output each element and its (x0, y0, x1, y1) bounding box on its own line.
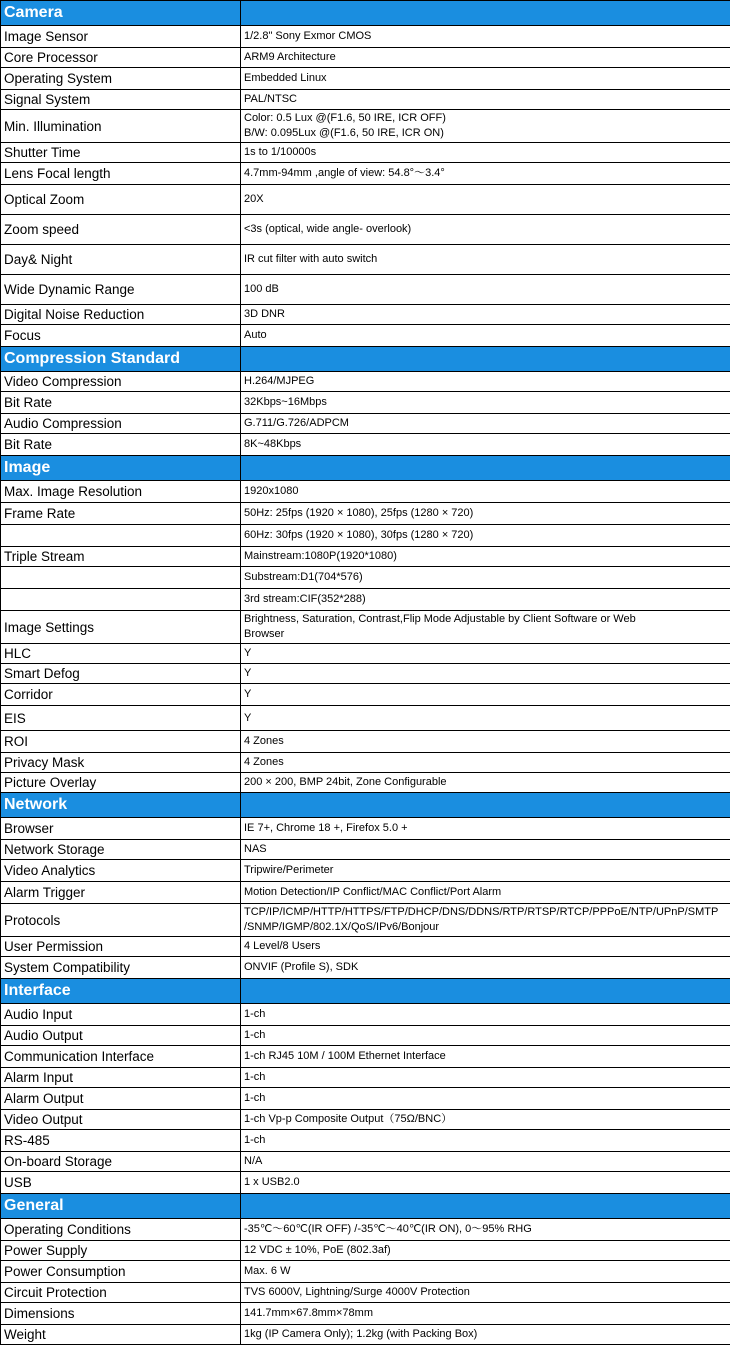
spec-label: Triple Stream (1, 547, 241, 567)
spec-value: 200 × 200, BMP 24bit, Zone Configurable (241, 773, 730, 793)
row-circuit-protection (1, 1283, 730, 1303)
row-audio-bit-rate (1, 434, 730, 456)
spec-value: 1s to 1/10000s (241, 143, 730, 163)
row-wdr (1, 275, 730, 305)
spec-label: Bit Rate (1, 392, 241, 414)
spec-label: Video Compression (1, 372, 241, 392)
row-frame-rate (1, 503, 730, 525)
spec-value: <3s (optical, wide angle- overlook) (241, 215, 730, 245)
spec-label: Zoom speed (1, 215, 241, 245)
value-line: Color: 0.5 Lux @(F1.6, 50 IRE, ICR OFF) (244, 112, 446, 124)
spec-value: Embedded Linux (241, 68, 730, 90)
spec-label: Protocols (1, 904, 241, 937)
spec-value: Y (241, 644, 730, 664)
spec-label: Bit Rate (1, 434, 241, 456)
row-video-compression (1, 372, 730, 392)
spec-value: 1-ch (241, 1004, 730, 1026)
spec-label: Weight (1, 1325, 241, 1345)
spec-value: 1 x USB2.0 (241, 1172, 730, 1194)
row-privacy-mask (1, 753, 730, 773)
section-title: Image (1, 456, 241, 481)
row-audio-input (1, 1004, 730, 1026)
spec-label: EIS (1, 706, 241, 731)
spec-value: Mainstream:1080P(1920*1080) (241, 547, 730, 567)
row-alarm-input (1, 1068, 730, 1088)
spec-label: User Permission (1, 937, 241, 957)
value-line: TCP/IP/ICMP/HTTP/HTTPS/FTP/DHCP/DNS/DDNS/RTP/RTSP/RTCP/PPPoE/NTP/UPnP/SMTP (244, 906, 719, 918)
row-hlc (1, 644, 730, 664)
spec-value: Motion Detection/IP Conflict/MAC Conflict/Port Alarm (241, 882, 730, 904)
row-audio-output (1, 1026, 730, 1046)
spec-value: IR cut filter with auto switch (241, 245, 730, 275)
section-image (1, 456, 730, 481)
row-usb (1, 1172, 730, 1194)
row-triple-stream-sub (1, 567, 730, 589)
row-protocols (1, 904, 730, 937)
row-eis (1, 706, 730, 731)
spec-value: IE 7+, Chrome 18 +, Firefox 5.0 + (241, 818, 730, 840)
spec-value: 1-ch RJ45 10M / 100M Ethernet Interface (241, 1046, 730, 1068)
spec-label: Shutter Time (1, 143, 241, 163)
spec-value: 1-ch (241, 1068, 730, 1088)
row-roi (1, 731, 730, 753)
row-weight (1, 1325, 730, 1345)
section-interface (1, 979, 730, 1004)
row-browser (1, 818, 730, 840)
row-image-sensor (1, 26, 730, 48)
row-signal-system (1, 90, 730, 110)
spec-label: Focus (1, 325, 241, 347)
row-video-analytics (1, 860, 730, 882)
row-power-supply (1, 1241, 730, 1261)
spec-value: Y (241, 664, 730, 684)
spec-value: 32Kbps~16Mbps (241, 392, 730, 414)
row-zoom-speed (1, 215, 730, 245)
row-triple-stream-third (1, 589, 730, 611)
row-lens-focal (1, 163, 730, 185)
spec-label: Frame Rate (1, 503, 241, 525)
section-title: General (1, 1194, 241, 1219)
spec-label: Power Supply (1, 1241, 241, 1261)
section-title: Network (1, 793, 241, 818)
row-day-night (1, 245, 730, 275)
spec-value: 4 Level/8 Users (241, 937, 730, 957)
row-min-illumination (1, 110, 730, 143)
row-system-compatibility (1, 957, 730, 979)
spec-label: Video Output (1, 1110, 241, 1130)
spec-label: Image Settings (1, 611, 241, 644)
spec-value: Y (241, 706, 730, 731)
spec-value: 1920x1080 (241, 481, 730, 503)
spec-label: Circuit Protection (1, 1283, 241, 1303)
row-operating-conditions (1, 1219, 730, 1241)
spec-value: TVS 6000V, Lightning/Surge 4000V Protection (241, 1283, 730, 1303)
row-optical-zoom (1, 185, 730, 215)
spec-value: 1-ch (241, 1026, 730, 1046)
row-corridor (1, 684, 730, 706)
spec-value: Y (241, 684, 730, 706)
spec-value: 4 Zones (241, 753, 730, 773)
spec-value: 1-ch (241, 1130, 730, 1152)
spec-value: 1-ch Vp-p Composite Output（75Ω/BNC） (241, 1110, 730, 1130)
spec-value: ONVIF (Profile S), SDK (241, 957, 730, 979)
spec-label: Privacy Mask (1, 753, 241, 773)
row-dimensions (1, 1303, 730, 1325)
row-network-storage (1, 840, 730, 860)
spec-label: Lens Focal length (1, 163, 241, 185)
spec-value: 50Hz: 25fps (1920 × 1080), 25fps (1280 × 720) (241, 503, 730, 525)
spec-label: HLC (1, 644, 241, 664)
row-smart-defog (1, 664, 730, 684)
row-user-permission (1, 937, 730, 957)
spec-label: Video Analytics (1, 860, 241, 882)
spec-label: RS-485 (1, 1130, 241, 1152)
spec-label: ROI (1, 731, 241, 753)
spec-label: Communication Interface (1, 1046, 241, 1068)
spec-value: 3rd stream:CIF(352*288) (241, 589, 730, 611)
spec-label: Digital Noise Reduction (1, 305, 241, 325)
spec-value (241, 611, 730, 644)
spec-value: N/A (241, 1152, 730, 1172)
spec-value: -35℃～60℃(IR OFF) /-35℃～40℃(IR ON), 0～95% RHG (241, 1219, 730, 1241)
spec-label: Alarm Input (1, 1068, 241, 1088)
row-frame-rate-cont (1, 525, 730, 547)
spec-label: Image Sensor (1, 26, 241, 48)
row-dnr (1, 305, 730, 325)
row-triple-stream (1, 547, 730, 567)
spec-label: Min. Illumination (1, 110, 241, 143)
row-alarm-trigger (1, 882, 730, 904)
spec-value: 100 dB (241, 275, 730, 305)
spec-value: 4.7mm-94mm ,angle of view: 54.8°～3.4° (241, 163, 730, 185)
section-title: Interface (1, 979, 241, 1004)
section-title: Camera (1, 1, 241, 26)
row-rs485 (1, 1130, 730, 1152)
section-general (1, 1194, 730, 1219)
spec-label: Audio Compression (1, 414, 241, 434)
spec-value: G.711/G.726/ADPCM (241, 414, 730, 434)
spec-label: Operating Conditions (1, 1219, 241, 1241)
row-max-resolution (1, 481, 730, 503)
row-video-bit-rate (1, 392, 730, 414)
row-picture-overlay (1, 773, 730, 793)
value-line: /SNMP/IGMP/802.1X/QoS/IPv6/Bonjour (244, 921, 440, 933)
spec-value: ARM9 Architecture (241, 48, 730, 68)
row-shutter-time (1, 143, 730, 163)
spec-label: Core Processor (1, 48, 241, 68)
spec-value: Tripwire/Perimeter (241, 860, 730, 882)
spec-label: Signal System (1, 90, 241, 110)
row-core-processor (1, 48, 730, 68)
spec-value: 3D DNR (241, 305, 730, 325)
spec-value: 20X (241, 185, 730, 215)
spec-value: Max. 6 W (241, 1261, 730, 1283)
spec-value (241, 904, 730, 937)
spec-value: 141.7mm×67.8mm×78mm (241, 1303, 730, 1325)
row-onboard-storage (1, 1152, 730, 1172)
spec-label: Optical Zoom (1, 185, 241, 215)
spec-value: 60Hz: 30fps (1920 × 1080), 30fps (1280 × 720) (241, 525, 730, 547)
spec-label: Audio Input (1, 1004, 241, 1026)
value-line: B/W: 0.095Lux @(F1.6, 50 IRE, ICR ON) (244, 127, 444, 139)
section-camera (1, 1, 730, 26)
row-video-output (1, 1110, 730, 1130)
section-network (1, 793, 730, 818)
spec-value: PAL/NTSC (241, 90, 730, 110)
spec-label: Audio Output (1, 1026, 241, 1046)
spec-label: USB (1, 1172, 241, 1194)
spec-label: Corridor (1, 684, 241, 706)
spec-label: Wide Dynamic Range (1, 275, 241, 305)
spec-value: H.264/MJPEG (241, 372, 730, 392)
spec-value: 1kg (IP Camera Only); 1.2kg (with Packing Box) (241, 1325, 730, 1345)
spec-label: On-board Storage (1, 1152, 241, 1172)
row-image-settings (1, 611, 730, 644)
spec-label: Smart Defog (1, 664, 241, 684)
spec-value: 8K~48Kbps (241, 434, 730, 456)
spec-value: Substream:D1(704*576) (241, 567, 730, 589)
spec-label: Operating System (1, 68, 241, 90)
value-line: Browser (244, 628, 285, 640)
row-power-consumption (1, 1261, 730, 1283)
row-audio-compression (1, 414, 730, 434)
row-operating-system (1, 68, 730, 90)
value-line: Brightness, Saturation, Contrast,Flip Mode Adjustable by Client Software or Web (244, 613, 636, 625)
spec-label: Max. Image Resolution (1, 481, 241, 503)
spec-label: Alarm Output (1, 1088, 241, 1110)
spec-value: Auto (241, 325, 730, 347)
spec-value (241, 110, 730, 143)
spec-value: NAS (241, 840, 730, 860)
spec-label: Day& Night (1, 245, 241, 275)
spec-value: 1/2.8" Sony Exmor CMOS (241, 26, 730, 48)
spec-label: Power Consumption (1, 1261, 241, 1283)
spec-value: 1-ch (241, 1088, 730, 1110)
spec-label: Network Storage (1, 840, 241, 860)
spec-value: 12 VDC ± 10%, PoE (802.3af) (241, 1241, 730, 1261)
row-focus (1, 325, 730, 347)
spec-label: Picture Overlay (1, 773, 241, 793)
row-alarm-output (1, 1088, 730, 1110)
section-title: Compression Standard (1, 347, 241, 372)
spec-label: Dimensions (1, 1303, 241, 1325)
spec-label: System Compatibility (1, 957, 241, 979)
spec-label: Browser (1, 818, 241, 840)
spec-value: 4 Zones (241, 731, 730, 753)
spec-label: Alarm Trigger (1, 882, 241, 904)
row-comm-interface (1, 1046, 730, 1068)
section-compression (1, 347, 730, 372)
